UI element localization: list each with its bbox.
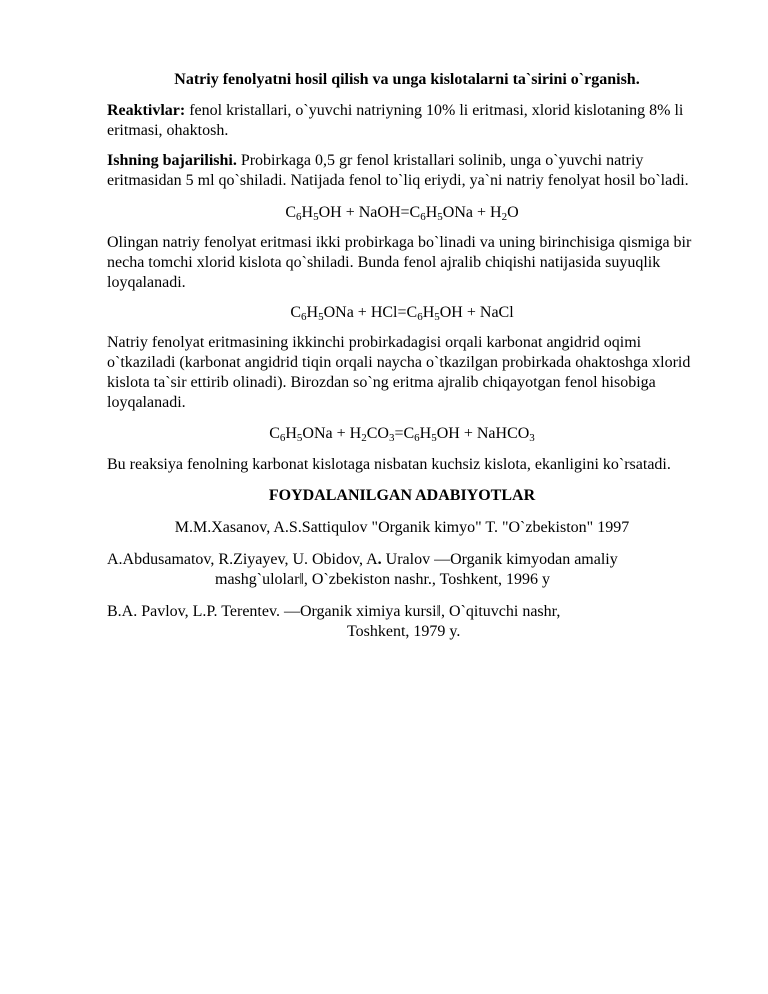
paragraph-4: Bu reaksiya fenolning karbonat kislotaga nisbatan kuchsiz kislota, ekanligini ko`rsatadi. bbox=[107, 456, 671, 473]
procedure-text: Probirkaga 0,5 gr fenol kristallari solinib, unga o`yuvchi natriy eritmasidan 5 ml qo`shiladi. Natijada fenol to`liq eriydi, ya`ni natriy fenolyat hosil bo`ladi. bbox=[107, 152, 689, 189]
reagents-paragraph bbox=[107, 101, 697, 141]
equation-1: $C_6H_5OH$ + $NaOH=C_6H_5ONa + H_2O$ bbox=[285, 204, 519, 223]
reagents-label: Reaktivlar: bbox=[107, 102, 186, 119]
reference-3-cont: Toshkent, 1979 y. bbox=[347, 623, 461, 640]
reference-2: A.Abdusamatov, R.Ziyayev, U. Obidov, A. Uralov ―Organik kimyodan amaliy bbox=[107, 551, 618, 568]
paragraph-3: Natriy fenolyat eritmasining ikkinchi probirkadagisi orqali karbonat angidrid oqimi o`tkaziladi (karbonat angidrid tiqin orqali naycha o`tkazilgan probirkada ohaktoshga xlorid kislota ta`sir ettirib olinadi). Birozdan so`ng eritma ajralib chiqayotgan fenol hisobiga loyqalanadi. bbox=[107, 334, 691, 411]
procedure-paragraph bbox=[107, 151, 697, 191]
reagents-text: fenol kristallari, o`yuvchi natriyning 10% li eritmasi, xlorid kislotaning 8% li eritmasi, ohaktosh. bbox=[107, 102, 684, 139]
paragraph-2: Olingan natriy fenolyat eritmasi ikki probirkaga bo`linadi va uning birinchisiga qismiga bir necha tomchi xlorid kislota qo`shiladi. Bunda fenol ajralib chiqishi natijasida suyuqlik loyqalanadi. bbox=[107, 234, 692, 291]
references-heading: FOYDALANILGAN ADABIYOTLAR bbox=[268, 487, 536, 504]
equation-2: $C_6H_5ONa + HCl=C_6H_5OH$ + NaCl bbox=[290, 304, 514, 323]
reference-3: B.A. Pavlov, L.P. Terentev. ―Organik ximiya kursi‖, O`qituvchi nashr, bbox=[107, 603, 561, 620]
reference-1: M.M.Xasanov, A.S.Sattiqulov "Organik kimyo" T. "O`zbekiston" 1997 bbox=[174, 519, 630, 536]
document-title: Natriy fenolyatni hosil qilish va unga kislotalarni ta`sirini o`rganish. bbox=[174, 71, 640, 88]
reference-2-cont: mashg`ulolar‖, O`zbekiston nashr., Toshkent, 1996 y bbox=[215, 571, 551, 588]
procedure-label: Ishning bajarilishi. bbox=[107, 152, 237, 169]
equation-3: $C_6H_5ONa + H_2CO_3=C_6H_5OH$ + NaHCO$_3$ bbox=[269, 425, 535, 444]
document-body bbox=[107, 70, 697, 642]
